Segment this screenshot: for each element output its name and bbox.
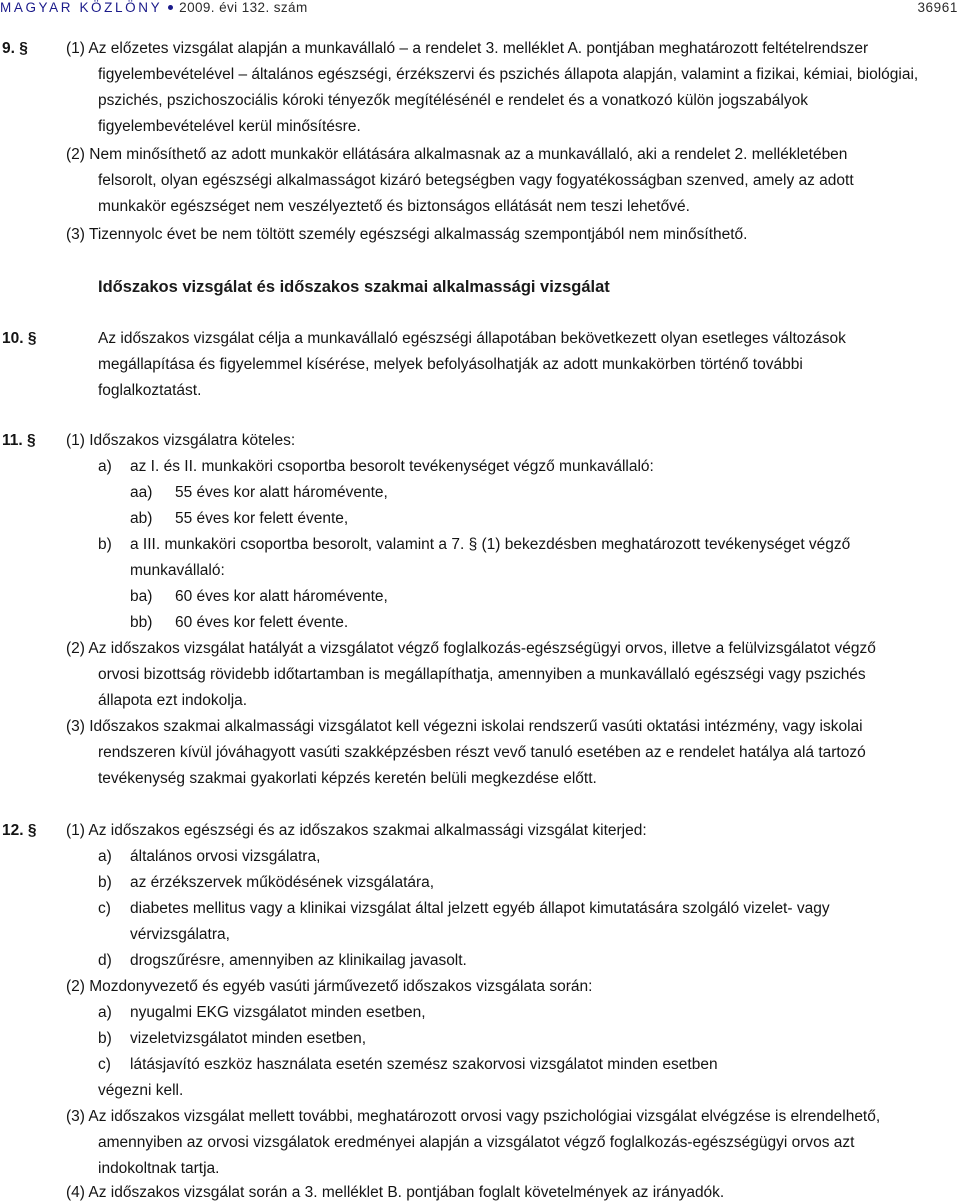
item-text-bb: 60 éves kor felett évente. — [175, 614, 349, 631]
section-9-p2-line2: felsorolt, olyan egészségi alkalmasságot kizáró betegségben vagy fogyatékosságban szenved, amely az adott — [98, 172, 854, 189]
section-12-p2: (2) Mozdonyvezető és egyéb vasúti járművezető időszakos vizsgálata során: — [66, 978, 593, 995]
section-12-p4: (4) Az időszakos vizsgálat során a 3. melléklet B. pontjában foglalt követelmények az irányadók. — [66, 1184, 725, 1201]
section-9-p2-line1: (2) Nem minősíthető az adott munkakör ellátására alkalmasnak az a munkavállaló, aki a rendelet 2. mellékletében — [66, 146, 848, 163]
page-header — [0, 0, 960, 14]
item-text-ba: 60 éves kor alatt háromévente, — [175, 588, 388, 605]
section-10-number: 10. § — [2, 330, 37, 347]
section-11-p1: (1) Időszakos vizsgálatra köteles: — [66, 432, 296, 449]
section-9-p1-line4: figyelembevételével kerül minősítésre. — [98, 118, 361, 135]
section-9-p1-line1: (1) Az előzetes vizsgálat alapján a munkavállaló – a rendelet 3. melléklet A. pontjában meghatározott feltételrendszer — [66, 40, 869, 57]
bullet-icon — [168, 5, 173, 10]
item-label-ab: ab) — [130, 510, 153, 527]
item-label-ba: ba) — [130, 588, 153, 605]
item-text-a: az I. és II. munkaköri csoportba besorolt tevékenységet végző munkavállaló: — [130, 458, 654, 475]
section-12-number: 12. § — [2, 822, 37, 839]
section-12-p2-tail: végezni kell. — [98, 1082, 184, 1099]
item-text-12c-line1: diabetes mellitus vagy a klinikai vizsgálat által jelzett egyéb állapot kimutatására szolgáló vizelet- vagy — [130, 900, 830, 917]
item-label-p2b: b) — [98, 1030, 112, 1047]
section-heading: Időszakos vizsgálat és időszakos szakmai alkalmassági vizsgálat — [98, 278, 610, 296]
item-text-p2b: vizeletvizsgálatot minden esetben, — [130, 1030, 367, 1047]
section-9-p1-line2: figyelembevételével – általános egészségi, érzékszervi és pszichés állapota alapján, valamint a fizikai, kémiai, biológiai, — [98, 66, 919, 83]
item-text-12a: általános orvosi vizsgálatra, — [130, 848, 321, 865]
item-label-12d: d) — [98, 952, 112, 969]
section-12-p1: (1) Az időszakos egészségi és az időszakos szakmai alkalmassági vizsgálat kiterjed: — [66, 822, 647, 839]
section-11-p2-line3: állapota ezt indokolja. — [98, 692, 248, 709]
section-9-number: 9. § — [2, 40, 28, 57]
item-text-12c-line2: vérvizsgálatra, — [130, 926, 230, 943]
item-label-bb: bb) — [130, 614, 153, 631]
item-label-aa: aa) — [130, 484, 153, 501]
item-label-a: a) — [98, 458, 112, 475]
item-text-p2a: nyugalmi EKG vizsgálatot minden esetben, — [130, 1004, 426, 1021]
item-label-12b: b) — [98, 874, 112, 891]
item-text-b-line1: a III. munkaköri csoportba besorolt, valamint a 7. § (1) bekezdésben meghatározott tevékenységet végző — [130, 536, 851, 553]
item-label-p2c: c) — [98, 1056, 111, 1073]
section-10-line2: megállapítása és figyelemmel kísérése, melyek befolyásolhatják az adott munkakörben történő további — [98, 356, 803, 373]
section-11-p3-line2: rendszeren kívül jóváhagyott vasúti szakképzésben részt vevő tanuló esetében az e rendelet hatálya alá tartozó — [98, 744, 866, 761]
item-label-p2a: a) — [98, 1004, 112, 1021]
item-text-p2c: látásjavító eszköz használata esetén szemész szakorvosi vizsgálatot minden esetben — [130, 1056, 718, 1073]
item-text-12d: drogszűrésre, amennyiben az klinikailag javasolt. — [130, 952, 467, 969]
section-11-number: 11. § — [2, 432, 36, 449]
item-text-12b: az érzékszervek működésének vizsgálatára, — [130, 874, 435, 891]
publication-name: MAGYAR KÖZLÖNY — [0, 0, 163, 15]
item-text-ab: 55 éves kor felett évente, — [175, 510, 349, 527]
page-number: 36961 — [917, 0, 958, 15]
section-10-line3: foglalkoztatást. — [98, 382, 202, 399]
item-text-aa: 55 éves kor alatt háromévente, — [175, 484, 388, 501]
section-12-p3-line2: amennyiben az orvosi vizsgálatok eredményei alapján a vizsgálatot végző foglalkozás-egészségügyi orvos azt — [98, 1134, 855, 1151]
section-12-p3-line3: indokoltnak tartja. — [98, 1160, 220, 1177]
running-header — [0, 0, 308, 15]
item-label-12c: c) — [98, 900, 111, 917]
item-label-12a: a) — [98, 848, 112, 865]
section-11-p3-line3: tevékenység szakmai gyakorlati képzés keretén belüli megkezdése előtt. — [98, 770, 597, 787]
item-label-b: b) — [98, 536, 112, 553]
section-9-p3: (3) Tizennyolc évet be nem töltött személy egészségi alkalmasság szempontjából nem minősíthető. — [66, 226, 748, 243]
section-9-p2-line3: munkakör egészséget nem veszélyeztető és biztonságos ellátását nem teszi lehetővé. — [98, 198, 690, 215]
section-11-p2-line1: (2) Az időszakos vizsgálat hatályát a vizsgálatot végző foglalkozás-egészségügyi orvos, illetve a felülvizsgálatot végző — [66, 640, 876, 657]
item-text-b-line2: munkavállaló: — [130, 562, 225, 579]
section-11-p2-line2: orvosi bizottság rövidebb időtartamban is megállapíthatja, amennyiben a munkavállaló egészségi vagy pszichés — [98, 666, 866, 683]
section-9-p1-line3: pszichés, pszichoszociális kóroki tényezők megítélésénél e rendelet és a vonatkozó külön jogszabályok — [98, 92, 808, 109]
section-10-line1: Az időszakos vizsgálat célja a munkavállaló egészségi állapotában bekövetkezett olyan esetleges változások — [98, 330, 846, 347]
issue-label: 2009. évi 132. szám — [179, 0, 308, 15]
section-11-p3-line1: (3) Időszakos szakmai alkalmassági vizsgálatot kell végezni iskolai rendszerű vasúti oktatási intézmény, vagy iskolai — [66, 718, 863, 735]
section-12-p3-line1: (3) Az időszakos vizsgálat mellett további, meghatározott orvosi vagy pszichológiai vizsgálat elvégzése is elrendelhető, — [66, 1108, 881, 1125]
